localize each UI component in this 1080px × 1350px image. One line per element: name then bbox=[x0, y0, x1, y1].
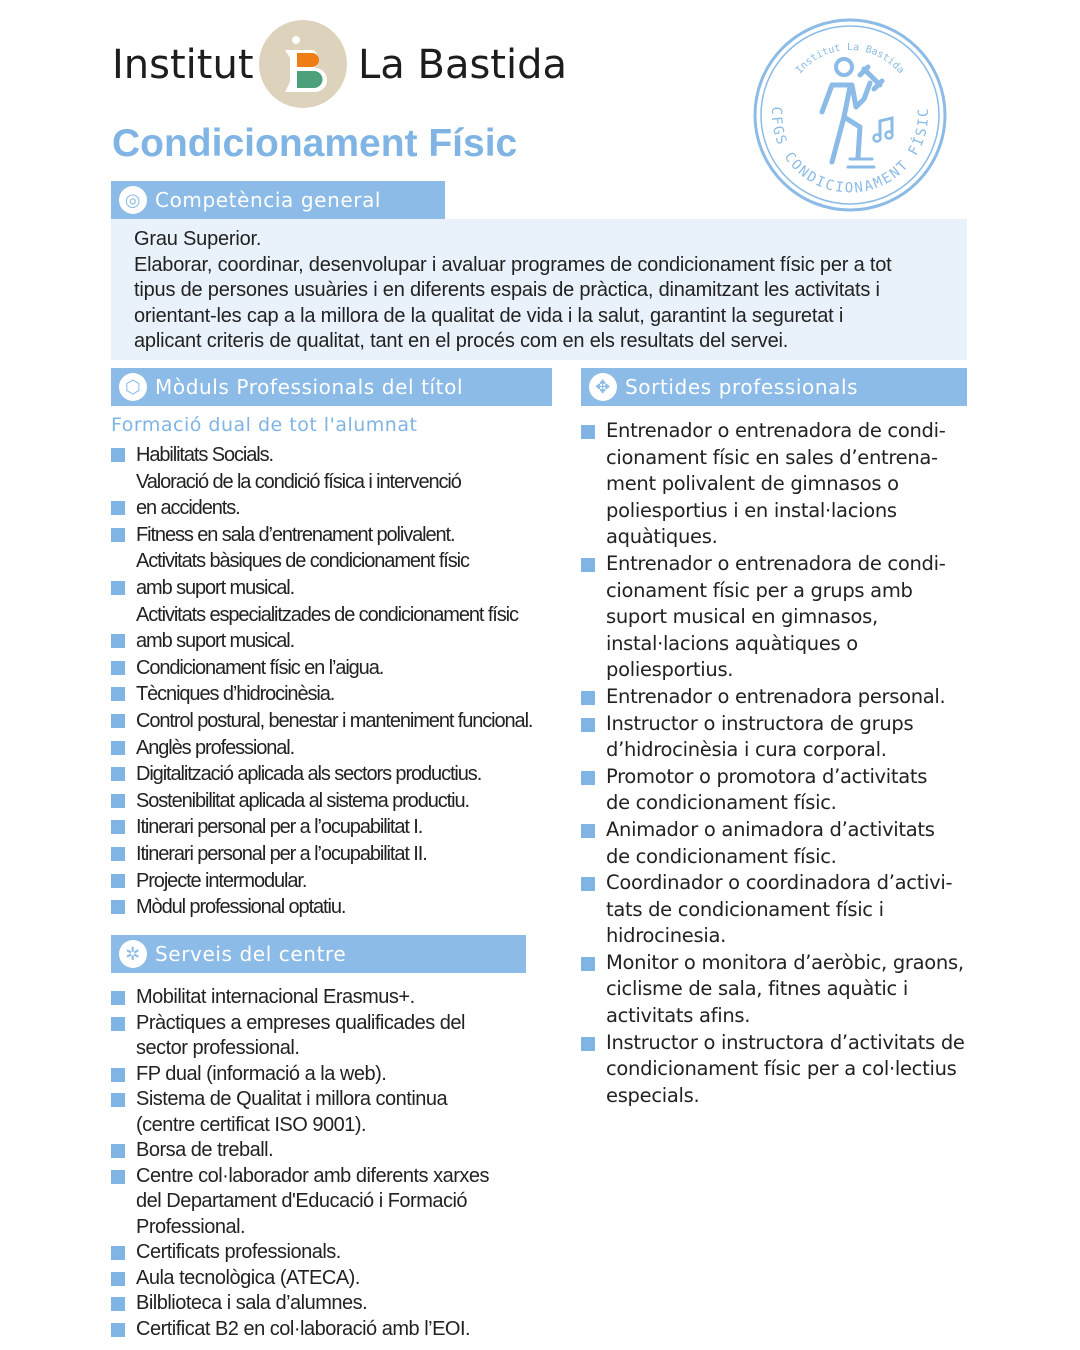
list-item-line: instal·lacions aquàtiques o bbox=[606, 631, 858, 655]
list-item-line: Instructor o instructora de grups bbox=[581, 711, 965, 738]
list-item-line: hidrocinesia. bbox=[606, 924, 726, 948]
section-header-moduls bbox=[111, 368, 552, 406]
list-item bbox=[111, 788, 532, 815]
list-item-line: Sistema de Qualitat i millora continua bbox=[111, 1087, 489, 1113]
list-item-line: de condicionament físic. bbox=[606, 791, 837, 815]
list-item bbox=[111, 735, 532, 762]
list-item bbox=[581, 950, 965, 1030]
moduls-list bbox=[111, 442, 532, 921]
list-item-line: Mòdul professional optatiu. bbox=[111, 894, 532, 921]
list-item-line: Borsa de treball. bbox=[111, 1138, 489, 1164]
list-item-line: Mobilitat internacional Erasmus+. bbox=[111, 985, 489, 1011]
list-item-line: sector professional. bbox=[136, 1037, 300, 1059]
list-item-line: Itinerari personal per a l’ocupabilitat II. bbox=[111, 841, 532, 868]
brand-la-bastida: La Bastida bbox=[358, 42, 568, 88]
list-item-line: Habilitats Socials. bbox=[111, 442, 532, 469]
list-item-line: cionament físic per a grups amb bbox=[606, 578, 913, 602]
list-item-line: Certificats professionals. bbox=[111, 1240, 489, 1266]
list-item-line: Instructor o instructora d’activitats de bbox=[581, 1030, 965, 1057]
list-item-line: Animador o animadora d’activitats bbox=[581, 817, 965, 844]
list-item-line: Entrenador o entrenadora de condi- bbox=[581, 418, 965, 445]
list-item bbox=[111, 469, 532, 522]
list-item-line: Valoració de la condició física i intervenció bbox=[136, 470, 461, 493]
list-item bbox=[581, 711, 965, 764]
list-item bbox=[111, 1011, 489, 1062]
section-header-serveis bbox=[111, 935, 526, 973]
page-title: Condicionament Físic bbox=[112, 122, 518, 165]
section-heading: Competència general bbox=[155, 188, 382, 212]
list-item-line: Entrenador o entrenadora de condi- bbox=[581, 551, 965, 578]
list-item-line: Professional. bbox=[136, 1215, 246, 1238]
list-item bbox=[111, 1317, 489, 1343]
list-item-line: (centre certificat ISO 9001). bbox=[136, 1113, 367, 1136]
list-item-line: Anglès professional. bbox=[111, 735, 532, 762]
list-item-line: Monitor o monitora d’aeròbic, graons, bbox=[581, 950, 965, 977]
cube-icon: ⬡ bbox=[119, 373, 147, 401]
brand-institut: Institut bbox=[112, 42, 254, 88]
list-item bbox=[581, 1030, 965, 1110]
list-item bbox=[111, 841, 532, 868]
section-heading: Mòduls Professionals del títol bbox=[155, 375, 464, 399]
arrows-move-icon: ✥ bbox=[589, 373, 617, 401]
competencia-text: Elaborar, coordinar, desenvolupar i avaluar programes de condicionament físic per a tot bbox=[134, 253, 892, 276]
list-item-line: cionament físic en sales d’entrena- bbox=[606, 445, 938, 469]
list-item bbox=[581, 418, 965, 551]
list-item-line: Fitness en sala d’entrenament polivalent. bbox=[111, 522, 532, 549]
competencia-text: tipus de persones usuàries i en diferents espais de pràctica, dinamitzant les activitats i bbox=[134, 279, 880, 301]
serveis-list bbox=[111, 985, 489, 1342]
list-item-line: Condicionament físic en l’aigua. bbox=[111, 655, 532, 682]
list-item-line: tats de condicionament físic i bbox=[606, 897, 884, 921]
list-item bbox=[111, 548, 532, 601]
list-item-line: activitats afins. bbox=[606, 1004, 751, 1028]
list-item-line: Entrenador o entrenadora personal. bbox=[581, 684, 965, 711]
list-item-line: FP dual (informació a la web). bbox=[111, 1062, 489, 1088]
list-item-line: Projecte intermodular. bbox=[111, 868, 532, 895]
section-heading: Sortides professionals bbox=[625, 375, 859, 399]
list-item bbox=[581, 684, 965, 711]
list-item bbox=[111, 868, 532, 895]
list-item-line: Activitats especialitzades de condicionament físic bbox=[136, 603, 518, 626]
list-item-line: poliesportius i en instal·lacions bbox=[606, 498, 897, 522]
list-item bbox=[111, 708, 532, 735]
list-item bbox=[111, 1062, 489, 1088]
list-item-line: Tècniques d’hidrocinèsia. bbox=[111, 681, 532, 708]
competencia-text: aplicant criteris de qualitat, tant en el procés com en els resultats del servei. bbox=[134, 330, 789, 352]
cfgs-seal bbox=[752, 17, 948, 213]
list-item bbox=[581, 817, 965, 870]
list-item-line: d’hidrocinèsia i cura corporal. bbox=[606, 738, 887, 762]
list-item-line: poliesportius. bbox=[606, 658, 734, 682]
list-item-line: en accidents. bbox=[111, 495, 532, 522]
list-item bbox=[111, 442, 532, 469]
list-item bbox=[581, 870, 965, 950]
list-item bbox=[111, 1138, 489, 1164]
list-item-line: Centre col·laborador amb diferents xarxes bbox=[111, 1164, 489, 1190]
section-header-sortides bbox=[581, 368, 967, 406]
list-item-line: de condicionament físic. bbox=[606, 844, 837, 868]
competencia-text: Grau Superior. bbox=[134, 228, 262, 250]
list-item bbox=[581, 764, 965, 817]
list-item-line: Digitalització aplicada als sectors productius. bbox=[111, 761, 532, 788]
svg-text:CFGS CONDICIONAMENT FÍSIC: CFGS CONDICIONAMENT FÍSIC bbox=[767, 106, 933, 197]
school-logo bbox=[259, 20, 347, 108]
moduls-subheading: Formació dual de tot l'alumnat bbox=[111, 414, 418, 436]
list-item bbox=[111, 1087, 489, 1138]
list-item-line: Sostenibilitat aplicada al sistema productiu. bbox=[111, 788, 532, 815]
section-header-competencia bbox=[111, 181, 445, 219]
list-item-line: Coordinador o coordinadora d’activi- bbox=[581, 870, 965, 897]
competencia-text: orientant-les cap a la millora de la qualitat de vida i la salut, garantint la seguretat i bbox=[134, 304, 844, 327]
list-item-line: ment polivalent de gimnasos o bbox=[606, 472, 899, 496]
target-icon: ◎ bbox=[119, 186, 147, 214]
sortides-list bbox=[581, 418, 965, 1109]
competencia-panel bbox=[111, 219, 967, 360]
list-item-line: amb suport musical. bbox=[111, 628, 532, 655]
list-item-line: Activitats bàsiques de condicionament físic bbox=[136, 550, 469, 573]
list-item-line: Bilblioteca i sala d’alumnes. bbox=[111, 1291, 489, 1317]
list-item bbox=[111, 655, 532, 682]
list-item bbox=[111, 1240, 489, 1266]
list-item-line: condicionament físic per a col·lectius bbox=[606, 1057, 957, 1081]
list-item bbox=[111, 761, 532, 788]
list-item-line: Pràctiques a empreses qualificades del bbox=[111, 1011, 489, 1037]
list-item-line: amb suport musical. bbox=[111, 575, 532, 602]
list-item bbox=[111, 1266, 489, 1292]
list-item-line: Aula tecnològica (ATECA). bbox=[111, 1266, 489, 1292]
list-item bbox=[111, 1164, 489, 1241]
list-item-line: suport musical en gimnasos, bbox=[606, 605, 878, 629]
list-item bbox=[111, 814, 532, 841]
section-heading: Serveis del centre bbox=[155, 942, 347, 966]
list-item bbox=[111, 681, 532, 708]
list-item bbox=[111, 1291, 489, 1317]
list-item bbox=[111, 894, 532, 921]
svg-text:Institut La Bastida: Institut La Bastida bbox=[793, 42, 907, 77]
list-item-line: especials. bbox=[606, 1083, 700, 1107]
list-item bbox=[581, 551, 965, 684]
list-item bbox=[111, 985, 489, 1011]
list-item-line: Promotor o promotora d’activitats bbox=[581, 764, 965, 791]
list-item-line: del Departament d'Educació i Formació bbox=[136, 1190, 468, 1212]
list-item-line: aquàtiques. bbox=[606, 525, 718, 549]
list-item-line: ciclisme de sala, fitnes aquàtic i bbox=[606, 977, 908, 1001]
people-circle-icon: ✲ bbox=[119, 940, 147, 968]
list-item-line: Control postural, benestar i manteniment funcional. bbox=[111, 708, 532, 735]
list-item bbox=[111, 602, 532, 655]
list-item-line: Certificat B2 en col·laboració amb l’EOI. bbox=[111, 1317, 489, 1343]
list-item-line: Itinerari personal per a l’ocupabilitat I. bbox=[111, 814, 532, 841]
list-item bbox=[111, 522, 532, 549]
